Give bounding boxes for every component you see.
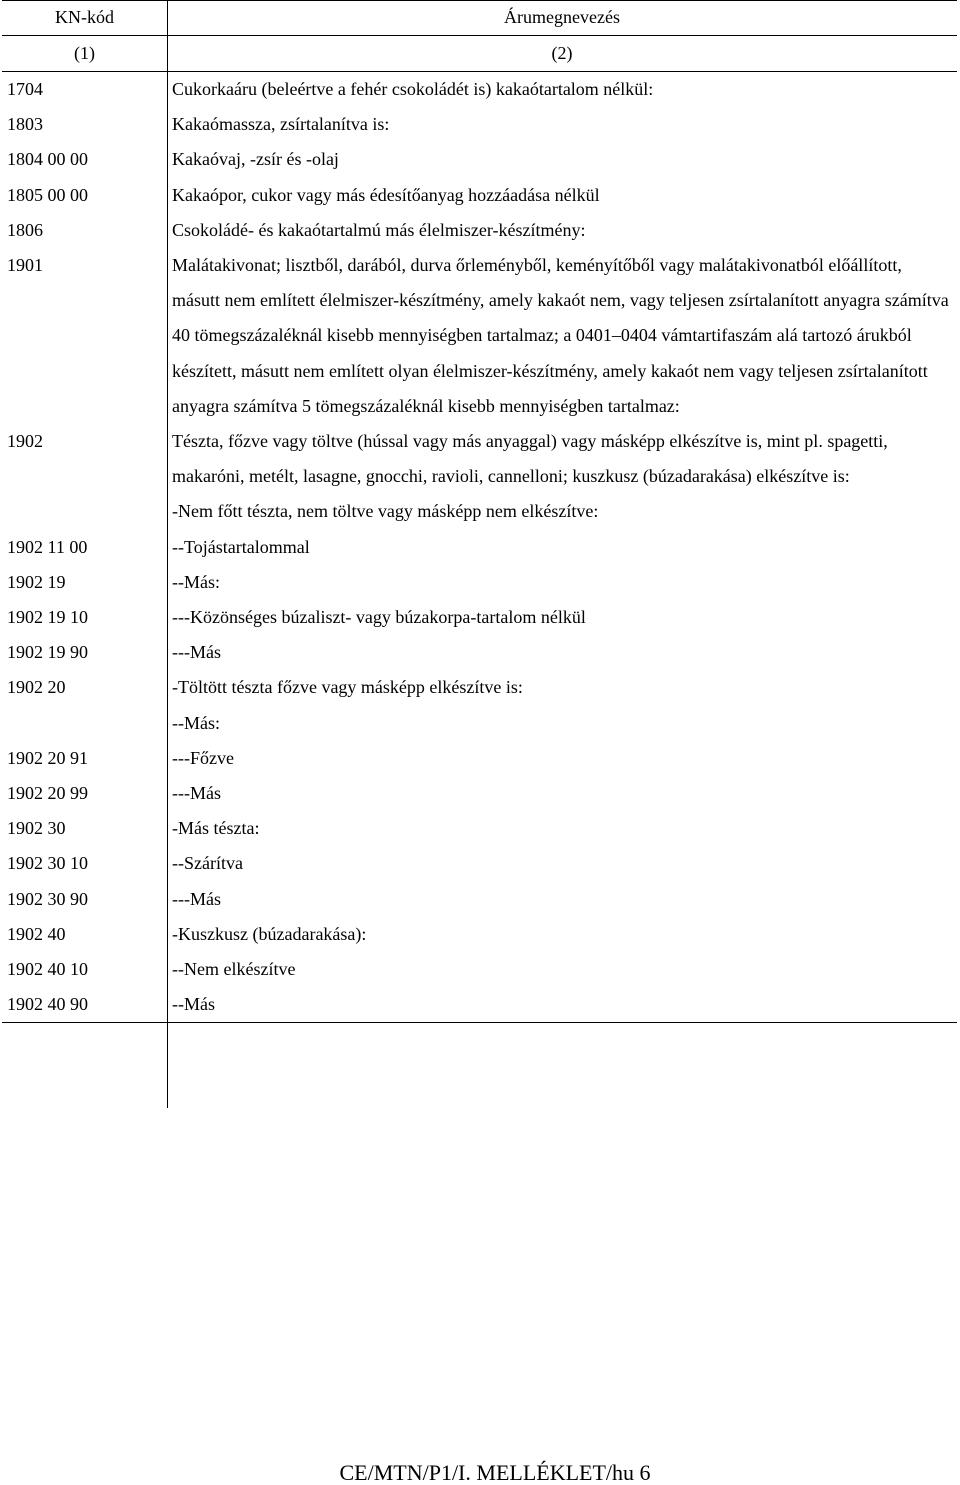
table-row — [2, 706, 957, 741]
description-cell: Cukorkaáru (beleértve a fehér csokoládét is) kakaótartalom nélkül: — [172, 79, 654, 99]
description-cell: --Tojástartalommal — [172, 536, 310, 557]
kn-code-cell: 1804 00 00 — [7, 149, 88, 170]
kn-code-cell: 1806 — [7, 219, 43, 240]
table-row — [2, 987, 957, 1023]
table-row — [2, 776, 957, 811]
description-cell: -Más tészta: — [172, 818, 260, 839]
description-cell: Csokoládé- és kakaótartalmú más élelmiszer-készítmény: — [172, 219, 586, 240]
table-row — [2, 882, 957, 917]
description-cell: Malátakivonat; lisztből, darából, durva őrleményből, keményítőből vagy malátakivonatból előállított, másutt nem említett élelmiszer-készítmény, amely kakaót nem, vagy teljesen zsírtalanított anyagra számítva 40 tömegszázaléknál kisebb mennyiségben tartalmaz; a 0401–0404 vámtartifaszám alá tartozó árukból készített, másutt nem említett olyan élelmiszer-készítmény, amely kakaót nem vagy teljesen zsírtalanított anyagra számítva 5 tömegszázaléknál kisebb mennyiségben tartalmaz: — [172, 255, 949, 416]
table-row — [2, 670, 957, 705]
table-row — [2, 248, 957, 424]
table-body — [2, 72, 957, 1023]
footer-reference: CE/MTN/P1/I. MELLÉKLET/hu 6 — [339, 1460, 651, 1485]
header-description: Árumegnevezés — [504, 7, 620, 27]
table-row — [2, 565, 957, 600]
kn-code-cell: 1704 — [7, 79, 43, 99]
kn-code-cell: 1902 40 — [7, 923, 66, 944]
table-row — [2, 741, 957, 776]
kn-code-cell: 1902 30 90 — [7, 888, 88, 909]
kn-code-cell: 1902 19 — [7, 571, 66, 592]
description-cell: --Nem elkészítve — [172, 959, 296, 980]
kn-code-cell: 1803 — [7, 114, 43, 135]
kn-code-cell — [2, 706, 167, 741]
kn-code-cell: 1902 — [7, 431, 43, 452]
header-divider — [2, 35, 957, 36]
table-row — [2, 530, 957, 565]
table-row — [2, 178, 957, 213]
kn-code-cell: 1902 19 10 — [7, 607, 88, 628]
kn-code-cell: 1902 40 90 — [7, 994, 88, 1015]
description-cell: Kakaópor, cukor vagy más édesítőanyag hozzáadása nélkül — [172, 184, 600, 205]
kn-code-cell — [2, 494, 167, 529]
kn-code-cell: 1902 30 — [7, 818, 66, 839]
description-cell: Kakaóvaj, -zsír és -olaj — [172, 149, 339, 170]
table-row — [2, 142, 957, 177]
kn-code-cell: 1902 20 99 — [7, 783, 88, 804]
table-row — [2, 635, 957, 670]
table-top-border — [2, 0, 957, 1]
kn-code-cell: 1902 20 91 — [7, 747, 88, 768]
description-cell: --Más: — [172, 571, 220, 592]
kn-code-cell: 1901 — [7, 255, 43, 276]
kn-code-cell: 1805 00 00 — [7, 184, 88, 205]
description-cell: -Kuszkusz (búzadarakása): — [172, 923, 367, 944]
page-footer — [0, 1461, 960, 1485]
description-cell: ---Más — [172, 642, 221, 663]
description-cell: ---Más — [172, 783, 221, 804]
column-number-1: (1) — [74, 43, 95, 63]
kn-code-cell: 1902 40 10 — [7, 959, 88, 980]
kn-code-cell: 1902 20 — [7, 677, 66, 698]
description-cell: Kakaómassza, zsírtalanítva is: — [172, 114, 390, 135]
kn-code-cell: 1902 30 10 — [7, 853, 88, 874]
description-cell: ---Közönséges búzaliszt- vagy búzakorpa-tartalom nélkül — [172, 607, 586, 628]
table-row — [2, 952, 957, 987]
description-cell: -Nem főtt tészta, nem töltve vagy másképp nem elkészítve: — [172, 501, 599, 522]
column-divider-header — [167, 0, 168, 72]
description-cell: --Más: — [172, 712, 220, 733]
description-cell: Tészta, főzve vagy töltve (hússal vagy más anyaggal) vagy másképp elkészítve is, mint pl. spagetti, makaróni, metélt, lasagne, gnocchi, ravioli, cannelloni; kuszkusz (búzadarakása) elkészítve is: — [172, 431, 888, 487]
table-row — [2, 72, 957, 107]
table-row — [2, 424, 957, 494]
description-cell: --Más — [172, 994, 215, 1015]
description-cell: ---Főzve — [172, 747, 234, 768]
table-row — [2, 917, 957, 952]
kn-code-cell: 1902 11 00 — [7, 536, 88, 557]
table-row — [2, 107, 957, 142]
column-number-2: (2) — [551, 43, 573, 63]
header-kn-code: KN-kód — [55, 7, 114, 27]
description-cell: ---Más — [172, 888, 221, 909]
table-row — [2, 494, 957, 529]
description-cell: --Szárítva — [172, 853, 243, 874]
table-row — [2, 213, 957, 248]
description-cell: -Töltött tészta főzve vagy másképp elkészítve is: — [172, 677, 523, 698]
table-row — [2, 600, 957, 635]
table-row — [2, 811, 957, 846]
table-row — [2, 846, 957, 881]
kn-code-cell: 1902 19 90 — [7, 642, 88, 663]
